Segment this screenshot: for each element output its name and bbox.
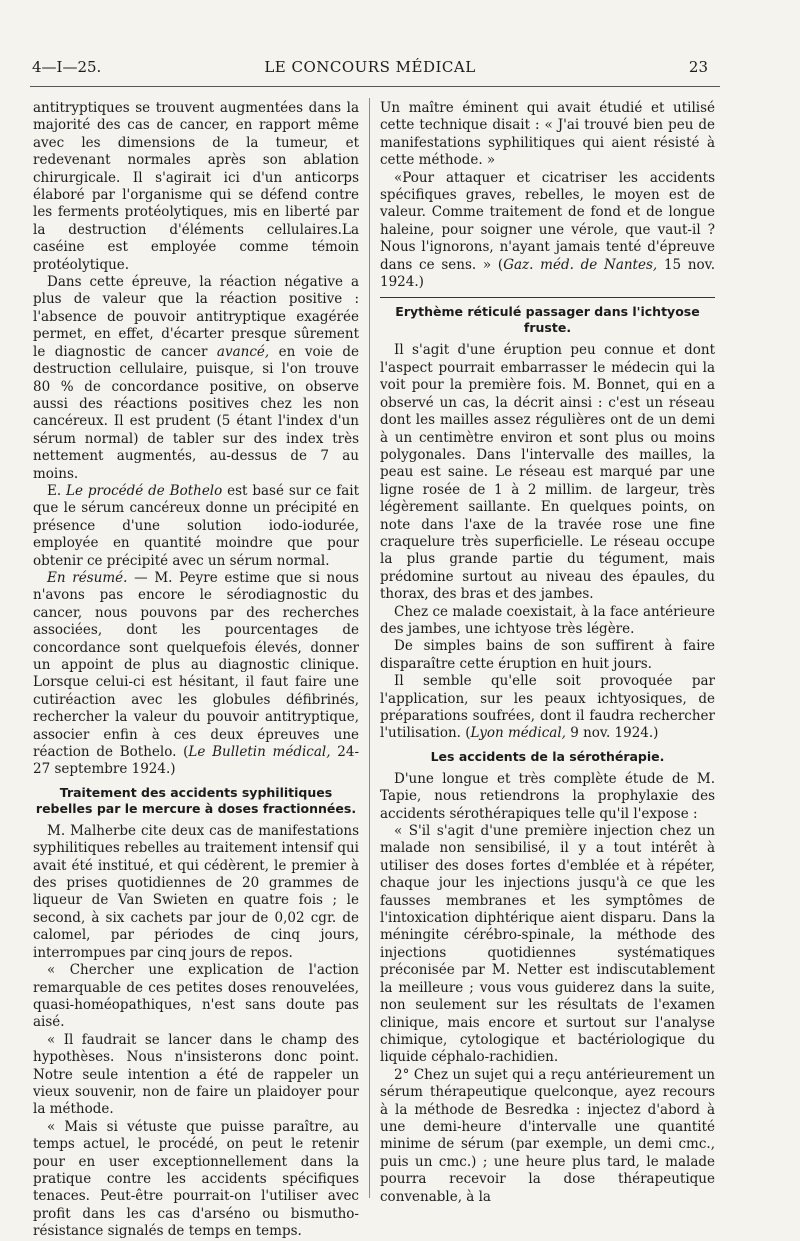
issue-date: 4—I—25. (32, 58, 102, 76)
paragraph: Chez ce malade coexistait, à la face antérieure des jambes, une ichtyose très légère. (380, 603, 715, 637)
paragraph: Il s'agit d'une éruption peu connue et dont l'aspect pourrait embarrasser le médecin qui la voit pour la première fois. M. Bonnet, qui en a observé un cas, la décrit ainsi : c'est un réseau dont les mailles assez régulières ont de un demi à un centimètre environ et sont plus ou moins polygonales. Dans l'intervalle des mailles, la peau est saine. Le réseau est marqué par une ligne rosée de 1 à 2 millim. de largeur, très légèrement saillante. En quelques points, on note dans l'axe de la travée rose une fine craquelure très superficielle. Le réseau occupe la plus grande partie du tégument, mais prédomine surtout au niveau des épaules, du thorax, des bras et des jambes. (380, 342, 715, 603)
journal-title: LE CONCOURS MÉDICAL (264, 58, 476, 76)
paragraph: E. Le procédé de Bothelo est basé sur ce fait que le sérum cancéreux donne un précipité en présence d'une solution iodo-iodurée, employée en quantité moindre que pour obtenir ce précipité avec un sérum normal. (33, 482, 360, 569)
column-divider (369, 98, 370, 1198)
section-heading: Erythème réticulé passager dans l'ichtyose fruste. (395, 304, 700, 336)
page-header (32, 58, 708, 82)
paragraph: Dans cette épreuve, la réaction négative a plus de valeur que la réaction positive : l'absence de pouvoir antitryptique exagérée permet, en effet, d'écarter presque sûrement le diagnostic de cancer avancé, en voie de destruction cellulaire, puisque, si l'on trouve 80 % de concordance positive, on observe aussi des réactions positives chez les non cancéreux. Il est prudent (5 étant l'index d'un sérum normal) de tabler sur des index très nettement augmentés, au-dessus de 7 au moins. (33, 274, 360, 482)
right-column (380, 100, 716, 1205)
paragraph: «Pour attaquer et cicatriser les accidents spécifiques graves, rebelles, le moyen est de valeur. Comme traitement de fond et de longue haleine, pour soigner une vérole, que vaut-il ? Nous l'ignorons, n'ayant jamais tenté d'épreuve dans ce sens. » (Gaz. méd. de Nantes, 15 nov. 1924.) (380, 169, 716, 291)
section-rule (380, 297, 715, 298)
section-heading: Traitement des accidents syphilitiques rebelles par le mercure à doses fractionnées. (35, 784, 357, 816)
paragraph: antitryptiques se trouvent augmentées dans la majorité des cas de cancer, en rapport même avec les dimensions de la tumeur, et redevenant normales après son ablation chirurgicale. Il s'agirait ici d'un anticorps élaboré par l'organisme qui se défend contre les ferments protéolytiques, mis en liberté par la destruction d'éléments cellulaires.La caséine est employée comme témoin protéolytique. (33, 100, 359, 273)
header-rule (30, 86, 720, 87)
paragraph: M. Malherbe cite deux cas de manifestations syphilitiques rebelles au traitement intensif qui avait été institué, et qui cédèrent, le premier à des prises quotidiennes de 20 grammes de liqueur de Van Swieten en quatre fois ; le second, à six cachets par jour de 0,02 cgr. de calomel, par périodes de cinq jours, interrompues par cinq jours de repos. (33, 822, 359, 961)
paragraph: « Il faudrait se lancer dans le champ des hypothèses. Nous n'insisterons donc point. Notre seule intention a été de rappeler un vieux souvenir, non de faire un plaidoyer pour la méthode. (33, 1031, 359, 1118)
paragraph: « Mais si vétuste que puisse paraître, au temps actuel, le procédé, on peut le retenir pour en user exceptionnellement dans la pratique contre les accidents spécifiques tenaces. Peut-être pourrait-on l'utiliser avec profit dans les cas d'arséno ou bismutho-résistance signalés de temps en temps. (33, 1118, 359, 1240)
paragraph: « Chercher une explication de l'action remarquable de ces petites doses renouvelées, quasi-homéopathiques, n'est sans doute pas aisé. (33, 962, 359, 1031)
paragraph: 2° Chez un sujet qui a reçu antérieurement un sérum thérapeutique quelconque, ayez recours à la méthode de Besredka : injectez d'abord à une demi-heure d'intervalle une quantité minime de sérum (par exemple, un demi cmc., puis un cmc.) ; une heure plus tard, le malade pourra recevoir la dose thérapeutique convenable, à la (380, 1066, 715, 1205)
page-number: 23 (688, 58, 708, 76)
left-column (33, 100, 360, 1240)
paragraph: En résumé. — M. Peyre estime que si nous n'avons pas encore le sérodiagnostic du cancer, nous pouvons par des recherches associées, dont les pourcentages de concordance sont quelquefois élevés, donner un appoint de plus au diagnostic clinique. Lorsque celui-ci est hésitant, il faut faire une cutiréaction avec les globules défibrinés, rechercher la valeur du pouvoir antitryptique, associer enfin à ces deux épreuves une réaction de Bothelo. (Le Bulletin médical, 24-27 septembre 1924.) (33, 569, 360, 778)
section-heading: Les accidents de la sérothérapie. (430, 748, 665, 764)
paragraph: D'une longue et très complète étude de M. Tapie, nous retiendrons la prophylaxie des accidents sérothérapiques telle qu'il l'expose : (380, 770, 715, 822)
paragraph: « S'il s'agit d'une première injection chez un malade non sensibilisé, il y a tout intérêt à utiliser des doses fortes d'emblée et à répéter, chaque jour les injections jusqu'à ce que les fausses membranes et les symptômes de l'intoxication diphtérique aient disparu. Dans la méningite cérébro-spinale, la méthode des injections quotidiennes systématiques préconisée par M. Netter est indiscutablement la meilleure ; vous vous guiderez dans la suite, non seulement sur les résultats de l'examen clinique, mais encore et surtout sur l'analyse chimique, cytologique et bactériologique du liquide céphalo-rachidien. (380, 823, 715, 1066)
paragraph: De simples bains de son suffirent à faire disparaître cette éruption en huit jours. (380, 638, 715, 672)
paragraph: Un maître éminent qui avait étudié et utilisé cette technique disait : « J'ai trouvé bien peu de manifestations syphilitiques qui aient résisté à cette méthode. » (380, 100, 715, 169)
paragraph: Il semble qu'elle soit provoquée par l'application, sur les peaux ichtyosiques, de préparations soufrées, dont il faudra rechercher l'utilisation. (Lyon médical, 9 nov. 1924.) (380, 673, 715, 742)
